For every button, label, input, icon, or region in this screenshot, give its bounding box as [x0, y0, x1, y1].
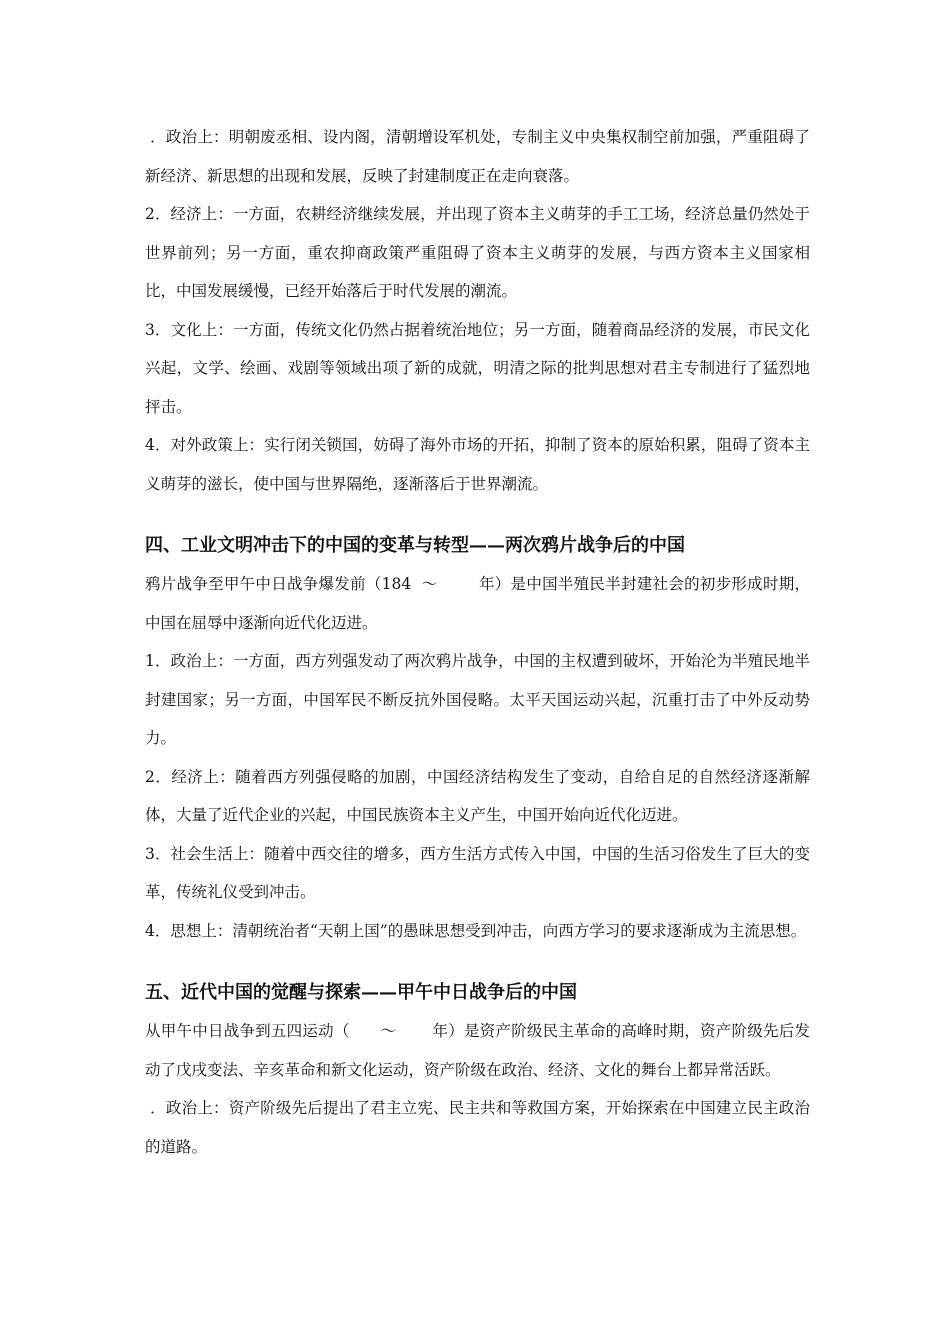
section4-item-politics: 1．政治上：一方面，西方列强发动了两次鸦片战争，中国的主权遭到破坏，开始沦为半殖民地半封建国家；另一方面，中国军民不断反抗外国侵略。太平天国运动兴起，沉重打击了中外反动势力。: [145, 652, 810, 747]
section3-item-politics: ．政治上：明朝废丞相、设内阁，清朝增设军机处，专制主义中央集权制空前加强，严重阻碍了新经济、新思想的出现和发展，反映了封建制度正在走向衰落。: [145, 128, 810, 185]
section3-item-economy: 2．经济上：一方面，农耕经济继续发展，并出现了资本主义萌芽的手工工场，经济总量仍然处于世界前列；另一方面，重农抑商政策严重阻碍了资本主义萌芽的发展，与西方资本主义国家相比，中国发展缓慢，已经开始落后于时代发展的潮流。: [145, 205, 810, 300]
section5-item-politics: ．政治上：资产阶级先后提出了君主立宪、民主共和等救国方案，开始探索在中国建立民主政治的道路。: [145, 1099, 810, 1156]
section4-heading: 四、工业文明冲击下的中国的变革与转型——两次鸦片战争后的中国: [145, 535, 685, 556]
section4-item-thought: 4．思想上：清朝统治者“天朝上国”的愚昧思想受到冲击，向西方学习的要求逐渐成为主流思想。: [145, 921, 807, 940]
section5-heading: 五、近代中国的觉醒与探索——甲午中日战争后的中国: [145, 982, 577, 1003]
section4-item-economy: 2．经济上：随着西方列强侵略的加剧，中国经济结构发生了变动，自给自足的自然经济逐渐解体，大量了近代企业的兴起，中国民族资本主义产生，中国开始向近代化迈进。: [145, 767, 810, 824]
section4-intro: 鸦片战争至甲午中日战争爆发前（184 ～ 年）是中国半殖民半封建社会的初步形成时期，中国在屈辱中逐渐向近代化迈进。: [145, 575, 810, 632]
section5-intro: 从甲午中日战争到五四运动（ ～ 年）是资产阶级民主革命的高峰时期，资产阶级先后发动了戊戌变法、辛亥革命和新文化运动，资产阶级在政治、经济、文化的舞台上都异常活跃。: [145, 1022, 810, 1079]
section4-item-social-life: 3．社会生活上：随着中西交往的增多，西方生活方式传入中国，中国的生活习俗发生了巨大的变革，传统礼仪受到冲击。: [145, 844, 810, 901]
document-page: [145, 118, 810, 1166]
section3-item-foreign-policy: 4．对外政策上：实行闭关锁国，妨碍了海外市场的开拓，抑制了资本的原始积累，阻碍了资本主义萌芽的滋长，使中国与世界隔绝，逐渐落后于世界潮流。: [145, 436, 810, 493]
section-spacer: [145, 503, 810, 527]
section3-item-culture: 3．文化上：一方面，传统文化仍然占据着统治地位；另一方面，随着商品经济的发展，市民文化兴起，文学、绘画、戏剧等领域出项了新的成就，明清之际的批判思想对君主专制进行了猛烈地抨击。: [145, 320, 810, 416]
section-spacer: [145, 950, 810, 974]
